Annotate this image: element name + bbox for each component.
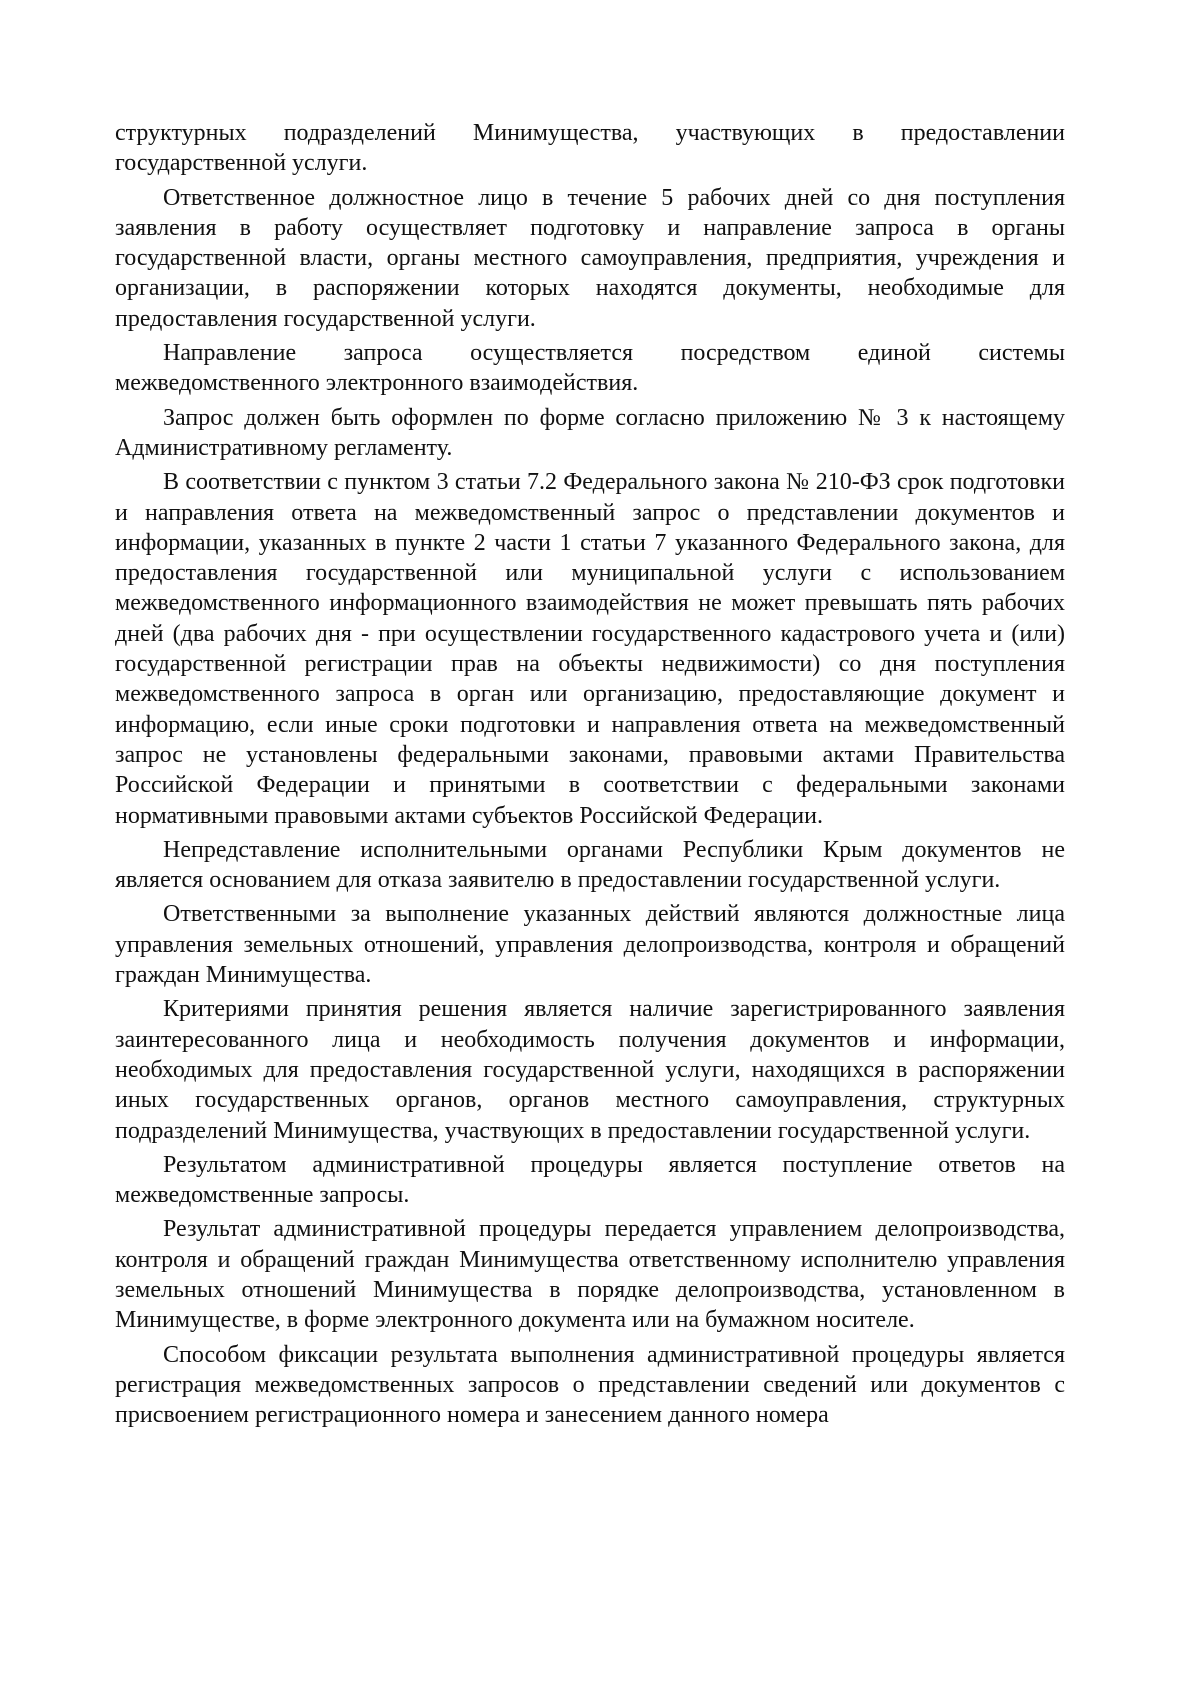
document-body — [115, 118, 1065, 1434]
paragraph-continuation: структурных подразделений Минимущества, участвующих в предоставлении государственной услуги. — [115, 120, 1065, 177]
paragraph-response-deadline: В соответствии с пунктом 3 статьи 7.2 Федерального закона № 210-ФЗ срок подготовки и направления ответа на межведомственный запрос о представлении документов и информации, указанных в пункте 2 части 1 статьи 7 указанного Федерального закона, для предоставления государственной или муниципальной услуги с использованием межведомственного информационного взаимодействия не может превышать пять рабочих дней (два рабочих дня - при осуществлении государственного кадастрового учета и (или) государственной регистрации прав на объекты недвижимости) со дня поступления межведомственного запроса в орган или организацию, предоставляющие документ и информацию, если иные сроки подготовки и направления ответа на межведомственный запрос не установлены федеральными законами, правовыми актами Правительства Российской Федерации и принятыми в соответствии с федеральными законами нормативными правовыми актами субъектов Российской Федерации. — [115, 469, 1065, 829]
paragraph-non-submission: Непредставление исполнительными органами Республики Крым документов не является основанием для отказа заявителю в предоставлении государственной услуги. — [115, 836, 1065, 894]
paragraph-procedure-result: Результатом административной процедуры является поступление ответов на межведомственные запросы. — [115, 1151, 1065, 1209]
paragraph-decision-criteria: Критериями принятия решения является наличие зарегистрированного заявления заинтересованного лица и необходимость получения документов и информации, необходимых для предоставления государственной услуги, находящихся в распоряжении иных государственных органов, органов местного самоуправления, структурных подразделений Минимущества, участвующих в предоставлении государственной услуги. — [115, 996, 1065, 1144]
paragraph-responsible-officials: Ответственными за выполнение указанных действий являются должностные лица управления земельных отношений, управления делопроизводства, контроля и обращений граждан Минимущества. — [115, 901, 1065, 989]
paragraph-request-preparation: Ответственное должностное лицо в течение 5 рабочих дней со дня поступления заявления в работу осуществляет подготовку и направление запроса в органы государственной власти, органы местного самоуправления, предприятия, учреждения и организации, в распоряжении которых находятся документы, необходимые для предоставления государственной услуги. — [115, 184, 1065, 332]
paragraph-result-transfer: Результат административной процедуры передается управлением делопроизводства, контроля и обращений граждан Минимущества ответственному исполнителю управления земельных отношений Минимущества в порядке делопроизводства, установленном в Минимуществе, в форме электронного документа или на бумажном носителе. — [115, 1216, 1065, 1334]
paragraph-request-channel: Направление запроса осуществляется посредством единой системы межведомственного электронного взаимодействия. — [115, 340, 1065, 397]
paragraph-request-form: Запрос должен быть оформлен по форме согласно приложению № 3 к настоящему Административному регламенту. — [115, 404, 1065, 461]
paragraph-result-recording: Способом фиксации результата выполнения административной процедуры является регистрация межведомственных запросов о представлении сведений или документов с присвоением регистрационного номера и занесением данного номера — [115, 1341, 1065, 1429]
